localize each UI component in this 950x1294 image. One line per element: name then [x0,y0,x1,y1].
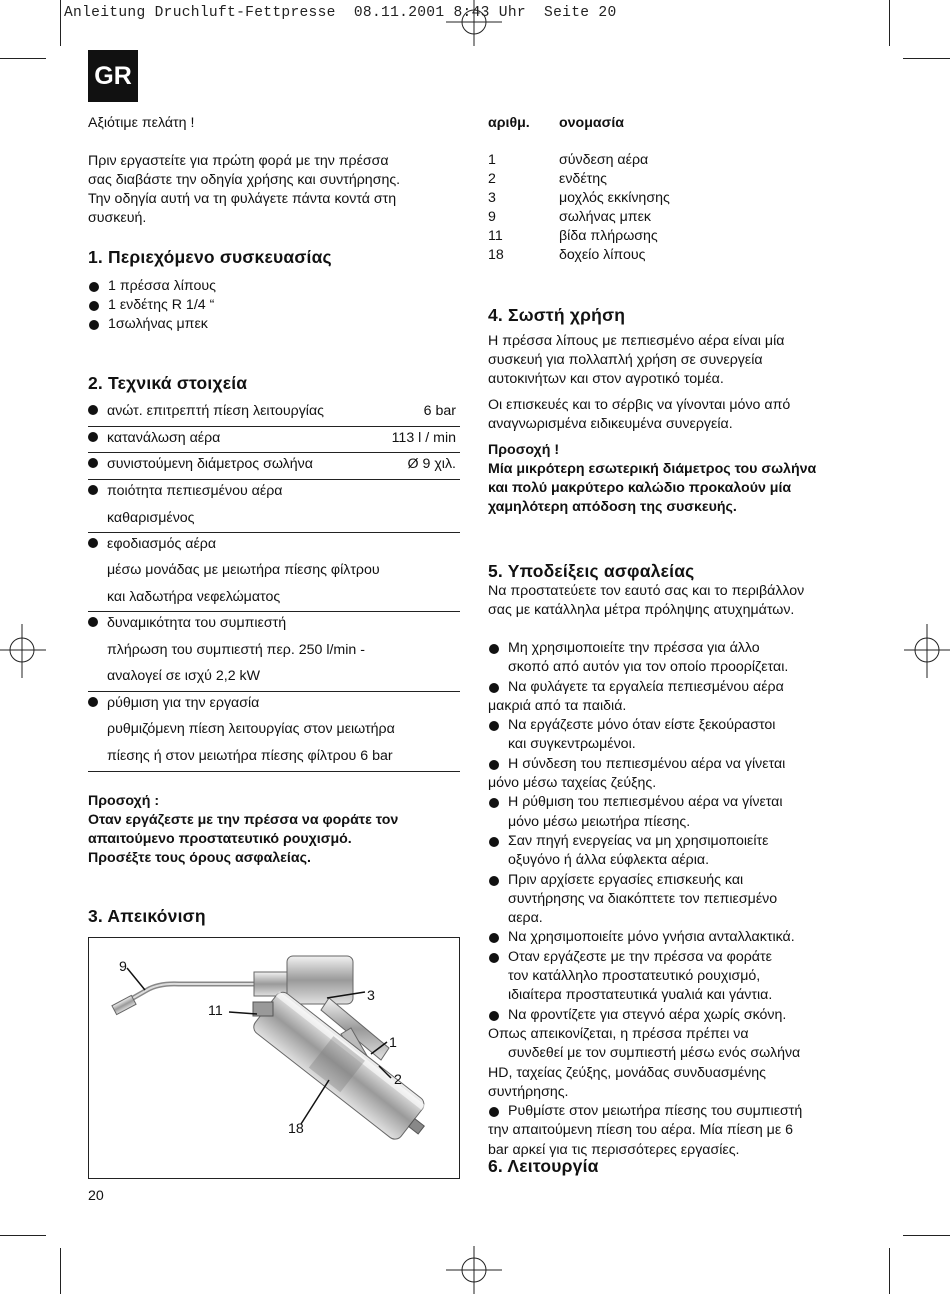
intro-line: σας διαβάστε την οδηγία χρήσης και συντήρησης. [88,172,401,188]
list-item: μόνο μέσω ταχείας ζεύξης. [488,775,657,792]
warning-line: Οταν εργάζεστε με την πρέσσα να φοράτε τον [88,812,399,828]
parts-header-number: αριθμ. [488,115,530,131]
print-header: Anleitung Druchluft-Fettpresse 08.11.2001 8:43 Uhr Seite 20 [64,5,617,21]
list-item: Σαν πηγή ενεργείας να μη χρησιμοποιείτε [488,832,863,851]
table-row [488,208,858,227]
page-number: 20 [88,1188,104,1204]
part-number: 2 [488,171,496,187]
warning-title: Προσοχή : [88,793,160,809]
callout-3: 3 [367,988,375,1004]
list-item: συνδεθεί με τον συμπιεστή μέσω ενός σωλήνα [508,1045,801,1062]
list-item: μόνο μέσω μειωτήρα πίεσης. [508,813,691,830]
bullet-icon [88,458,98,468]
callout-1: 1 [389,1035,397,1051]
spec-value: 113 l / min [391,430,456,446]
part-number: 9 [488,209,496,225]
part-name: βίδα πλήρωσης [559,228,658,244]
text-line: αναγνωρισμένα ειδικευμένα συνεργεία. [488,416,733,432]
spec-label: ανώτ. επιτρεπτή πίεση λειτουργίας [107,403,324,419]
list-item: Η ρύθμιση του πεπιεσμένου αέρα να γίνεται [488,793,863,812]
text-line: αυτοκινήτων και στον αγροτικό τομέα. [488,371,724,387]
table-row [88,430,460,446]
attention-title: Προσοχή ! [488,442,560,458]
greeting: Αξιότιμε πελάτη ! [88,115,195,131]
table-row [88,483,460,499]
callout-11: 11 [208,1003,223,1019]
attention-block [488,441,863,517]
section-2-title: 2. Τεχνικά στοιχεία [88,373,248,393]
list-item: και συγκεντρωμένοι. [508,736,636,753]
warning-block [88,792,460,868]
list-item: οξυγόνο ή άλλα εύφλεκτα αέρια. [508,852,710,869]
text-line: Να προστατεύετε τον εαυτό σας και το περιβάλλον [488,583,805,599]
list-item: bar αρκεί για τις περισσότερες εργασίες. [488,1141,740,1158]
spec-value: Ø 9 χιλ. [407,456,456,472]
bullet-icon [88,485,98,495]
list-item: σκοπό από αυτόν για τον οποίο προορίζεται. [508,659,789,676]
table-row [488,246,858,265]
list-item: Να φυλάγετε τα εργαλεία πεπιεσμένου αέρα [488,678,863,697]
list-item: Οπως απεικονίζεται, η πρέσσα πρέπει να [488,1025,749,1042]
spec-value: και λαδωτήρα νεφελώματος [107,589,281,605]
table-row [88,456,460,472]
table-row [88,536,460,552]
grease-gun-illustration [89,938,459,1178]
list-item: ιδιαίτερα προστατευτικά γυαλιά και γάντια. [508,987,773,1004]
text-line: Η πρέσσα λίπους με πεπιεσμένο αέρα είναι μία [488,333,785,349]
spec-label: ρύθμιση για την εργασία [107,695,260,711]
part-name: ενδέτης [559,171,607,187]
safety-instructions-list [488,639,863,1160]
spec-value: 6 bar [423,403,456,419]
attention-line: και πολύ μακρύτερο καλώδιο προκαλούν μία [488,480,792,496]
bullet-icon [88,538,98,548]
part-number: 3 [488,190,496,206]
part-name: σύνδεση αέρα [559,152,649,168]
part-name: μοχλός εκκίνησης [559,190,670,206]
list-item: Η σύνδεση του πεπιεσμένου αέρα να γίνεται [488,755,863,774]
package-contents-list [88,277,216,334]
bullet-icon [88,697,98,707]
language-badge [88,50,138,102]
list-item: Πριν αρχίσετε εργασίες επισκευής και [488,871,863,890]
table-row [88,403,460,419]
callout-9: 9 [119,959,127,975]
intro-line: συσκευή. [88,210,147,226]
registration-mark-right [900,620,950,690]
part-number: 18 [488,247,504,263]
grease-gun-figure [88,937,460,1179]
list-item: μακριά από τα παιδιά. [488,697,627,714]
proper-use-paragraph [488,332,863,389]
text-line: Οι επισκευές και το σέρβις να γίνονται μόνο από [488,397,791,413]
spec-label: κατανάλωση αέρα [107,430,221,446]
list-item: Να εργάζεστε μόνο όταν είστε ξεκούραστοι [488,716,863,735]
part-number: 1 [488,152,496,168]
section-3-title: 3. Απεικόνιση [88,906,206,926]
spec-value: ρυθμιζόμενη πίεση λειτουργίας στον μειωτήρα [107,721,395,737]
warning-line: Προσέξτε τους όρους ασφαλείας. [88,850,311,866]
section-5-title: 5. Υποδείξεις ασφαλείας [488,561,695,581]
section-1-title: 1. Περιεχόμενο συσκευασίας [88,247,332,267]
attention-line: Μία μικρότερη εσωτερική διάμετρος του σωλήνα [488,461,817,477]
part-name: σωλήνας μπεκ [559,209,652,225]
spec-label: ποιότητα πεπιεσμένου αέρα [107,483,283,499]
spec-label: εφοδιασμός αέρα [107,536,217,552]
list-item: 1σωλήνας μπεκ [88,315,216,334]
part-name: δοχείο λίπους [559,247,646,263]
list-item: Να χρησιμοποιείτε μόνο γνήσια ανταλλακτικά. [488,928,863,947]
list-item: Ρυθμίστε στον μειωτήρα πίεσης του συμπιεστή [488,1102,863,1121]
registration-mark-bottom [440,1244,510,1294]
list-item: Μη χρησιμοποιείτε την πρέσσα για άλλο [488,639,863,658]
table-row [488,189,858,208]
spec-label: συνιστούμενη διάμετρος σωλήνα [107,456,313,472]
table-row [488,227,858,246]
list-item: συντήρησης. [488,1083,569,1100]
section-4-title: 4. Σωστή χρήση [488,305,626,325]
safety-intro [488,582,863,620]
list-item: 1 πρέσσα λίπους [88,277,216,296]
intro-line: Την οδηγία αυτή να τη φυλάγετε πάντα κοντά στη [88,191,397,207]
list-item: Να φροντίζετε για στεγνό αέρα χωρίς σκόνη. [488,1006,863,1025]
spec-value: καθαρισμένος [107,510,195,526]
warning-line: απαιτούμενο προστατευτικό ρουχισμό. [88,831,352,847]
list-item: συντήρησης να διακόπτετε τον πεπιεσμένο [508,890,778,907]
spec-value: μέσω μονάδας με μειωτήρα πίεσης φίλτρου [107,562,380,578]
list-item: HD, ταχείας ζεύξης, μονάδας συνδυασμένης [488,1064,766,1081]
list-item: τον κατάλληλο προστατευτικό ρουχισμό, [508,968,761,985]
spec-label: δυναμικότητα του συμπιεστή [107,615,287,631]
intro-line: Πριν εργαστείτε για πρώτη φορά με την πρέσσα [88,153,389,169]
registration-mark-left [0,620,50,690]
table-row [88,695,460,711]
bullet-icon [88,405,98,415]
list-item: Οταν εργάζεστε με την πρέσσα να φοράτε [488,948,863,967]
text-line: σας με κατάλληλα μέτρα πρόληψης ατυχημάτων. [488,602,795,618]
registration-mark-top [440,0,510,50]
callout-18: 18 [288,1121,304,1137]
intro-paragraph [88,152,460,228]
part-number: 11 [488,228,503,244]
bullet-icon [88,432,98,442]
text-line: συσκευή για πολλαπλή χρήση σε συνεργεία [488,352,763,368]
bullet-icon [88,617,98,627]
language-badge-label: GR [94,62,132,90]
section-6-title: 6. Λειτουργία [488,1156,599,1176]
list-item: 1 ενδέτης R 1/4 “ [88,296,216,315]
list-item: την απαιτούμενη πίεση του αέρα. Μία πίεση με 6 [488,1122,793,1139]
list-item: αερα. [508,910,543,927]
spec-value: πίεσης ή στον μειωτήρα πίεσης φίλτρου 6 bar [107,748,393,764]
table-row [488,151,858,170]
spec-value: αναλογεί σε ισχύ 2,2 kW [107,668,261,684]
parts-header-name: ονομασία [559,115,624,131]
callout-2: 2 [394,1072,402,1088]
table-row [88,615,460,631]
parts-list [488,151,858,265]
spec-value: πλήρωση του συμπιεστή περ. 250 l/min - [107,642,365,658]
service-paragraph [488,396,863,434]
attention-line: χαμηλότερη απόδοση της συσκευής. [488,499,737,515]
table-row [488,170,858,189]
